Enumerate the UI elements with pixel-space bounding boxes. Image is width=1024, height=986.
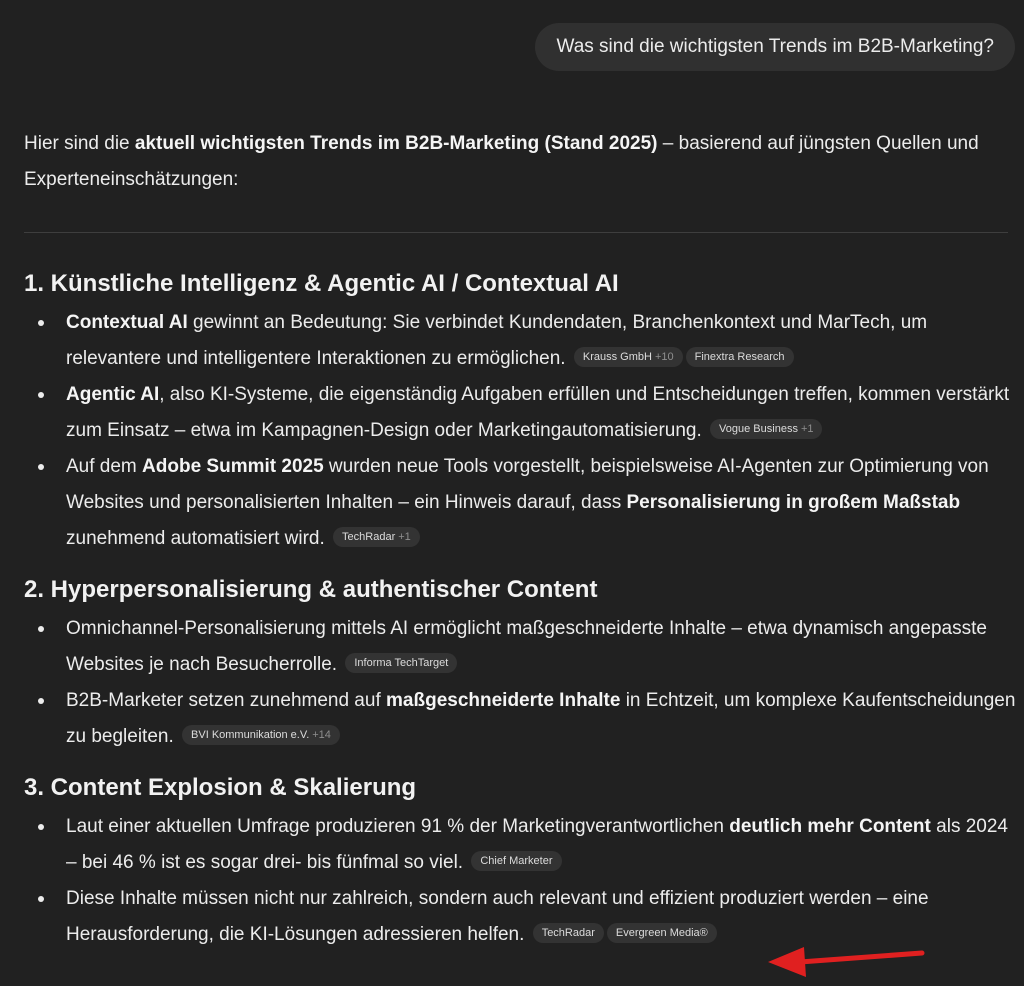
list-item: Agentic AI, also KI-Systeme, die eigenständig Aufgaben erfüllen und Entscheidungen treffen, kommen verstärkt zum Einsatz – etwa im Kampagnen-Design oder Marketingautomatisierung. Vogue Business +1 [24,377,1016,449]
section-heading-1: 1. Künstliche Intelligenz & Agentic AI / Contextual AI [24,270,619,297]
list-item: Laut einer aktuellen Umfrage produzieren 91 % der Marketingverantwortlichen deutlich mehr Content als 2024 – bei 46 % ist es sogar drei- bis fünfmal so viel. Chief Marketer [24,809,1016,881]
section-2-list [24,611,1016,755]
user-message-bubble: Was sind die wichtigsten Trends im B2B-Marketing? [535,23,1015,71]
section-heading-3: 3. Content Explosion & Skalierung [24,774,417,801]
section-heading-2: 2. Hyperpersonalisierung & authentischer Content [24,576,598,603]
list-item: B2B-Marketer setzen zunehmend auf maßgeschneiderte Inhalte in Echtzeit, um komplexe Kaufentscheidungen zu begleiten. BVI Kommunikation e.V. +14 [24,683,1016,755]
list-item: Contextual AI gewinnt an Bedeutung: Sie verbindet Kundendaten, Branchenkontext und MarTech, um relevantere und intelligentere Interaktionen zu ermöglichen. Krauss GmbH +10 Finextra Research [24,305,1016,377]
source-chip[interactable]: Krauss GmbH +10 [574,347,683,367]
source-chip[interactable]: TechRadar [533,923,604,943]
source-chip[interactable]: Finextra Research [686,347,794,367]
section-1-list [24,305,1016,557]
source-chip[interactable]: Chief Marketer [471,851,561,871]
list-item: Diese Inhalte müssen nicht nur zahlreich, sondern auch relevant und effizient produziert werden – eine Herausforderung, die KI-Lösungen adressieren helfen. TechRadar Evergreen Media® [24,881,1016,953]
source-chip-evergreen[interactable]: Evergreen Media® [607,923,717,943]
section-divider [24,232,1008,233]
source-chip[interactable]: Vogue Business +1 [710,419,822,439]
intro-paragraph: Hier sind die aktuell wichtigsten Trends im B2B-Marketing (Stand 2025) – basierend auf jüngsten Quellen und Experteneinschätzungen: [24,133,979,190]
list-item: Omnichannel-Personalisierung mittels AI ermöglicht maßgeschneiderte Inhalte – etwa dynamisch angepasste Websites je nach Besucherrolle. Informa TechTarget [24,611,1016,683]
section-3-list [24,809,1016,953]
list-item: Auf dem Adobe Summit 2025 wurden neue Tools vorgestellt, beispielsweise AI-Agenten zur Optimierung von Websites und personalisierten Inhalten – ein Hinweis darauf, dass Personalisierung in großem Maßstab zunehmend automatisiert wird. TechRadar +1 [24,449,1016,557]
assistant-answer [24,126,1016,971]
source-chip[interactable]: Informa TechTarget [345,653,457,673]
source-chip[interactable]: BVI Kommunikation e.V. +14 [182,725,340,745]
source-chip[interactable]: TechRadar +1 [333,527,420,547]
